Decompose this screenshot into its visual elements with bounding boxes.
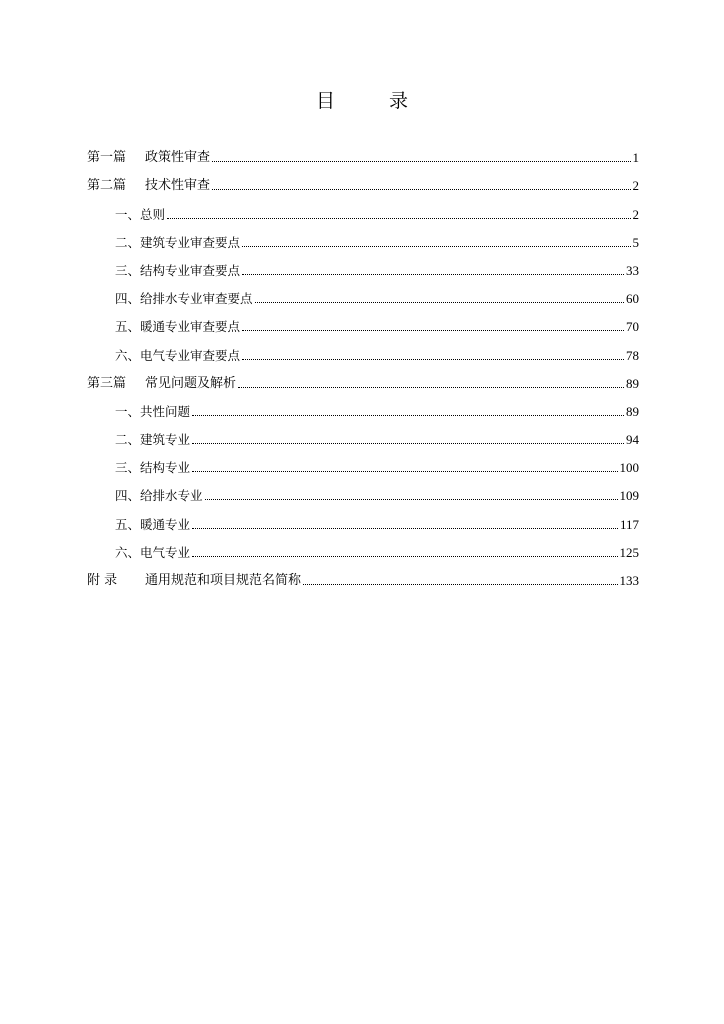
toc-section-entry[interactable] [87, 392, 639, 420]
toc-section-entry[interactable] [87, 223, 639, 251]
toc-dot-leader [212, 188, 630, 190]
toc-section-entry[interactable] [87, 279, 639, 307]
toc-entry-label [115, 517, 190, 533]
toc-section-entry[interactable] [87, 307, 639, 335]
toc-entry-text: 常见问题及解析 [145, 375, 237, 391]
toc-section-entry[interactable] [87, 504, 639, 532]
toc-entry-label [115, 319, 240, 335]
toc-page-number: 33 [626, 262, 639, 278]
toc-part-number: 第一篇 [87, 150, 127, 166]
toc-section-entry[interactable] [87, 533, 639, 561]
toc-section-entry[interactable] [87, 194, 639, 222]
toc-dot-leader [238, 386, 624, 388]
toc-entry-text: 二、建筑专业审查要点 [115, 234, 241, 250]
toc-entry-text: 五、暖通专业 [115, 516, 191, 532]
toc-part-number: 附 录 [87, 573, 118, 588]
toc-entry-text: 六、电气专业审查要点 [115, 347, 241, 363]
toc-entry-label [115, 263, 240, 279]
toc-entry-label [87, 573, 301, 589]
toc-dot-leader [192, 470, 617, 472]
toc-page-number: 125 [619, 544, 639, 560]
toc-page-number: 89 [626, 403, 639, 419]
toc-entry-text: 四、给排水专业审查要点 [115, 291, 253, 307]
toc-section-entry[interactable] [87, 420, 639, 448]
toc-dot-leader [242, 329, 624, 331]
toc-dot-leader [242, 273, 624, 275]
toc-entry-text: 二、建筑专业 [115, 432, 191, 448]
toc-page-number: 89 [626, 375, 639, 391]
toc-entry-label [87, 376, 236, 392]
toc-entry-text: 四、给排水专业 [115, 488, 203, 504]
toc-part-entry[interactable] [87, 364, 639, 392]
toc-page-number: 94 [626, 432, 639, 448]
toc-entry-text: 三、结构专业审查要点 [115, 262, 241, 278]
toc-dot-leader [192, 414, 624, 416]
toc-entry-label [115, 207, 165, 223]
toc-entry-text: 技术性审查 [145, 178, 211, 194]
toc-entry-label [115, 291, 253, 307]
toc-entry-label [115, 404, 190, 420]
toc-section-entry[interactable] [87, 476, 639, 504]
toc-dot-leader [255, 301, 624, 303]
toc-dot-leader [192, 442, 624, 444]
toc-entry-text: 一、共性问题 [115, 403, 191, 419]
toc-page-number: 60 [626, 291, 639, 307]
toc-part-entry[interactable] [87, 138, 639, 166]
toc-entry-text: 六、电气专业 [115, 544, 191, 560]
toc-page-number: 1 [632, 150, 639, 166]
toc-entry-text: 五、暖通专业审查要点 [115, 319, 241, 335]
toc-entry-label [87, 178, 210, 194]
toc-page-number: 5 [632, 234, 639, 250]
toc-entry-label [115, 488, 203, 504]
table-of-contents [87, 138, 639, 589]
toc-section-entry[interactable] [87, 251, 639, 279]
toc-entry-label [115, 235, 240, 251]
toc-entry-text: 政策性审查 [145, 150, 211, 166]
toc-dot-leader [242, 358, 624, 360]
toc-dot-leader [212, 160, 630, 162]
toc-entry-label [115, 432, 190, 448]
toc-entry-label [87, 150, 210, 166]
toc-dot-leader [205, 498, 618, 500]
toc-dot-leader [167, 217, 630, 219]
toc-part-entry[interactable] [87, 561, 639, 589]
toc-entry-text: 一、总则 [115, 206, 166, 222]
toc-section-entry[interactable] [87, 335, 639, 363]
toc-section-entry[interactable] [87, 448, 639, 476]
toc-dot-leader [242, 245, 630, 247]
page-title: 目 录 [315, 90, 433, 112]
toc-page-number: 109 [619, 488, 639, 504]
toc-page-number: 133 [619, 573, 639, 588]
toc-part-entry[interactable] [87, 166, 639, 194]
toc-entry-text: 通用规范和项目规范名简称 [145, 573, 302, 588]
toc-entry-label [115, 460, 190, 476]
toc-part-number: 第二篇 [87, 178, 127, 194]
toc-part-number: 第三篇 [87, 375, 127, 391]
toc-page-number: 78 [626, 347, 639, 363]
toc-dot-leader [192, 555, 617, 557]
toc-dot-leader [192, 527, 618, 529]
toc-page-number: 70 [626, 319, 639, 335]
toc-entry-text: 三、结构专业 [115, 460, 191, 476]
toc-page-number: 2 [632, 178, 639, 194]
toc-dot-leader [303, 583, 617, 585]
toc-entry-label [115, 348, 240, 364]
toc-page-number: 117 [619, 516, 639, 532]
toc-entry-label [115, 545, 190, 561]
toc-page-number: 100 [619, 460, 639, 476]
toc-page-number: 2 [632, 206, 639, 222]
